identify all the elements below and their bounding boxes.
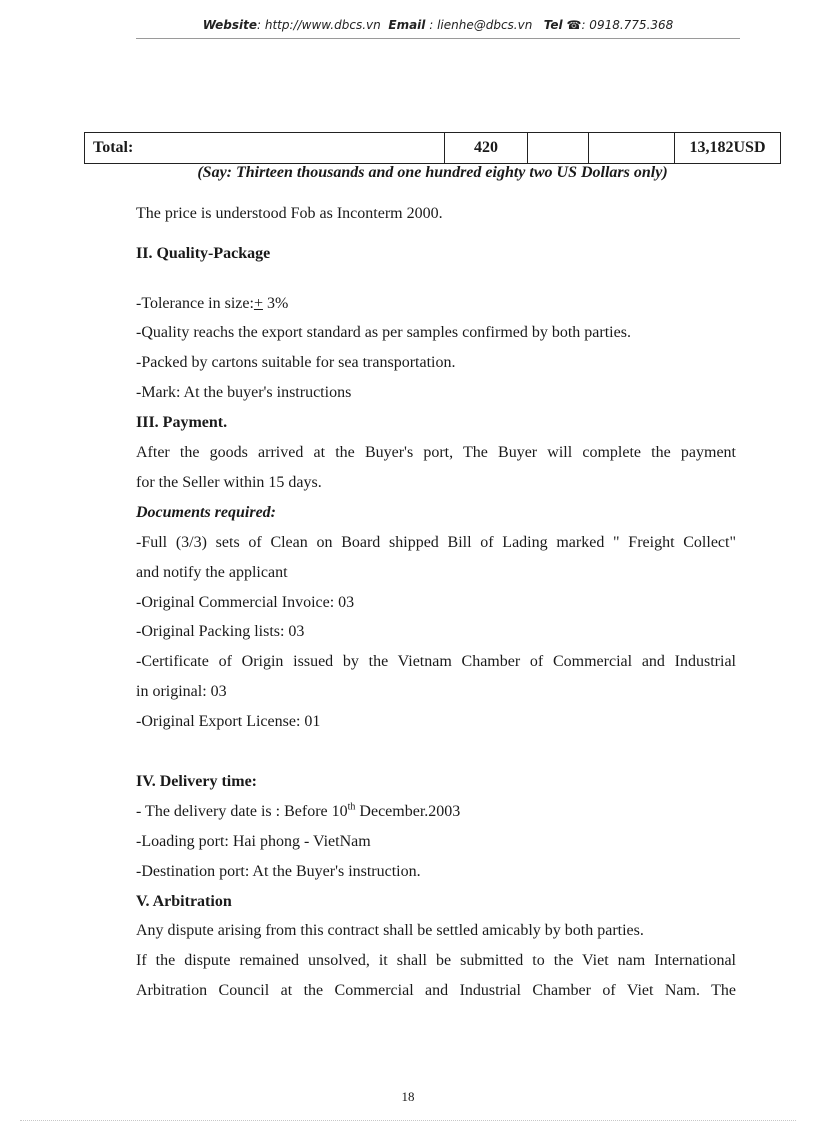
plus-minus-symbol: + [253, 295, 263, 312]
total-cell-3 [528, 133, 589, 164]
delivery-date-sup: th [347, 801, 356, 813]
delivery-date-suffix: December.2003 [355, 803, 461, 820]
payment-heading: III. Payment. [136, 414, 228, 431]
page-header [136, 18, 740, 39]
delivery-date-line [136, 803, 736, 821]
payment-line: After the goods arrived at the Buyer's port, The Buyer will complete the payment [136, 444, 736, 461]
total-cell-4 [589, 133, 675, 164]
arbitration-line: Arbitration Council at the Commercial and Industrial Chamber of Viet Nam. The [136, 982, 736, 999]
amount-in-words: (Say: Thirteen thousands and one hundred eighty two US Dollars only) [197, 164, 668, 181]
tolerance-value: 3% [262, 295, 289, 312]
arbitration-heading: V. Arbitration [136, 893, 232, 910]
mark-line: -Mark: At the buyer's instructions [136, 384, 352, 401]
document-line: -Certificate of Origin issued by the Vietnam Chamber of Commercial and Industrial [136, 653, 736, 670]
tel-value: : 0918.775.368 [581, 18, 674, 32]
document-line: -Original Commercial Invoice: 03 [136, 594, 355, 611]
phone-icon: ☎ [566, 18, 582, 32]
tolerance-prefix: -Tolerance in size: [136, 295, 254, 312]
delivery-date-prefix: - The delivery date is : Before 10 [136, 803, 348, 820]
packing-line: -Packed by cartons suitable for sea transportation. [136, 354, 456, 371]
document-line: in original: 03 [136, 683, 227, 700]
document-line: -Original Packing lists: 03 [136, 623, 305, 640]
email-label: Email [388, 18, 426, 32]
email-value: : lienhe@dbcs.vn [425, 18, 533, 32]
documents-heading: Documents required: [136, 504, 276, 521]
tolerance-line [136, 295, 736, 313]
website-label: Website [202, 18, 258, 32]
document-line: -Full (3/3) sets of Clean on Board shipped Bill of Lading marked " Freight Collect" [136, 534, 736, 551]
arbitration-line: If the dispute remained unsolved, it shall be submitted to the Viet nam International [136, 952, 736, 969]
document-line: -Original Export License: 01 [136, 713, 321, 730]
total-label: Total: [85, 133, 445, 164]
document-line: and notify the applicant [136, 564, 288, 581]
destination-port-line: -Destination port: At the Buyer's instruction. [136, 863, 421, 880]
price-line: The price is understood Fob as Inconterm 2000. [136, 205, 443, 222]
total-amount: 13,182USD [675, 133, 781, 164]
quality-heading: II. Quality-Package [136, 245, 271, 262]
delivery-heading: IV. Delivery time: [136, 773, 257, 790]
page-number: 18 [401, 1089, 415, 1104]
payment-line: for the Seller within 15 days. [136, 474, 322, 491]
tel-label: Tel [543, 18, 563, 32]
arbitration-line: Any dispute arising from this contract shall be settled amicably by both parties. [136, 922, 644, 939]
total-quantity: 420 [445, 133, 528, 164]
footer-divider [20, 1120, 796, 1121]
quality-line: -Quality reachs the export standard as per samples confirmed by both parties. [136, 324, 631, 341]
loading-port-line: -Loading port: Hai phong - VietNam [136, 833, 371, 850]
table-row [85, 133, 781, 164]
total-table [84, 132, 781, 164]
website-value: : http://www.dbcs.vn [257, 18, 381, 32]
